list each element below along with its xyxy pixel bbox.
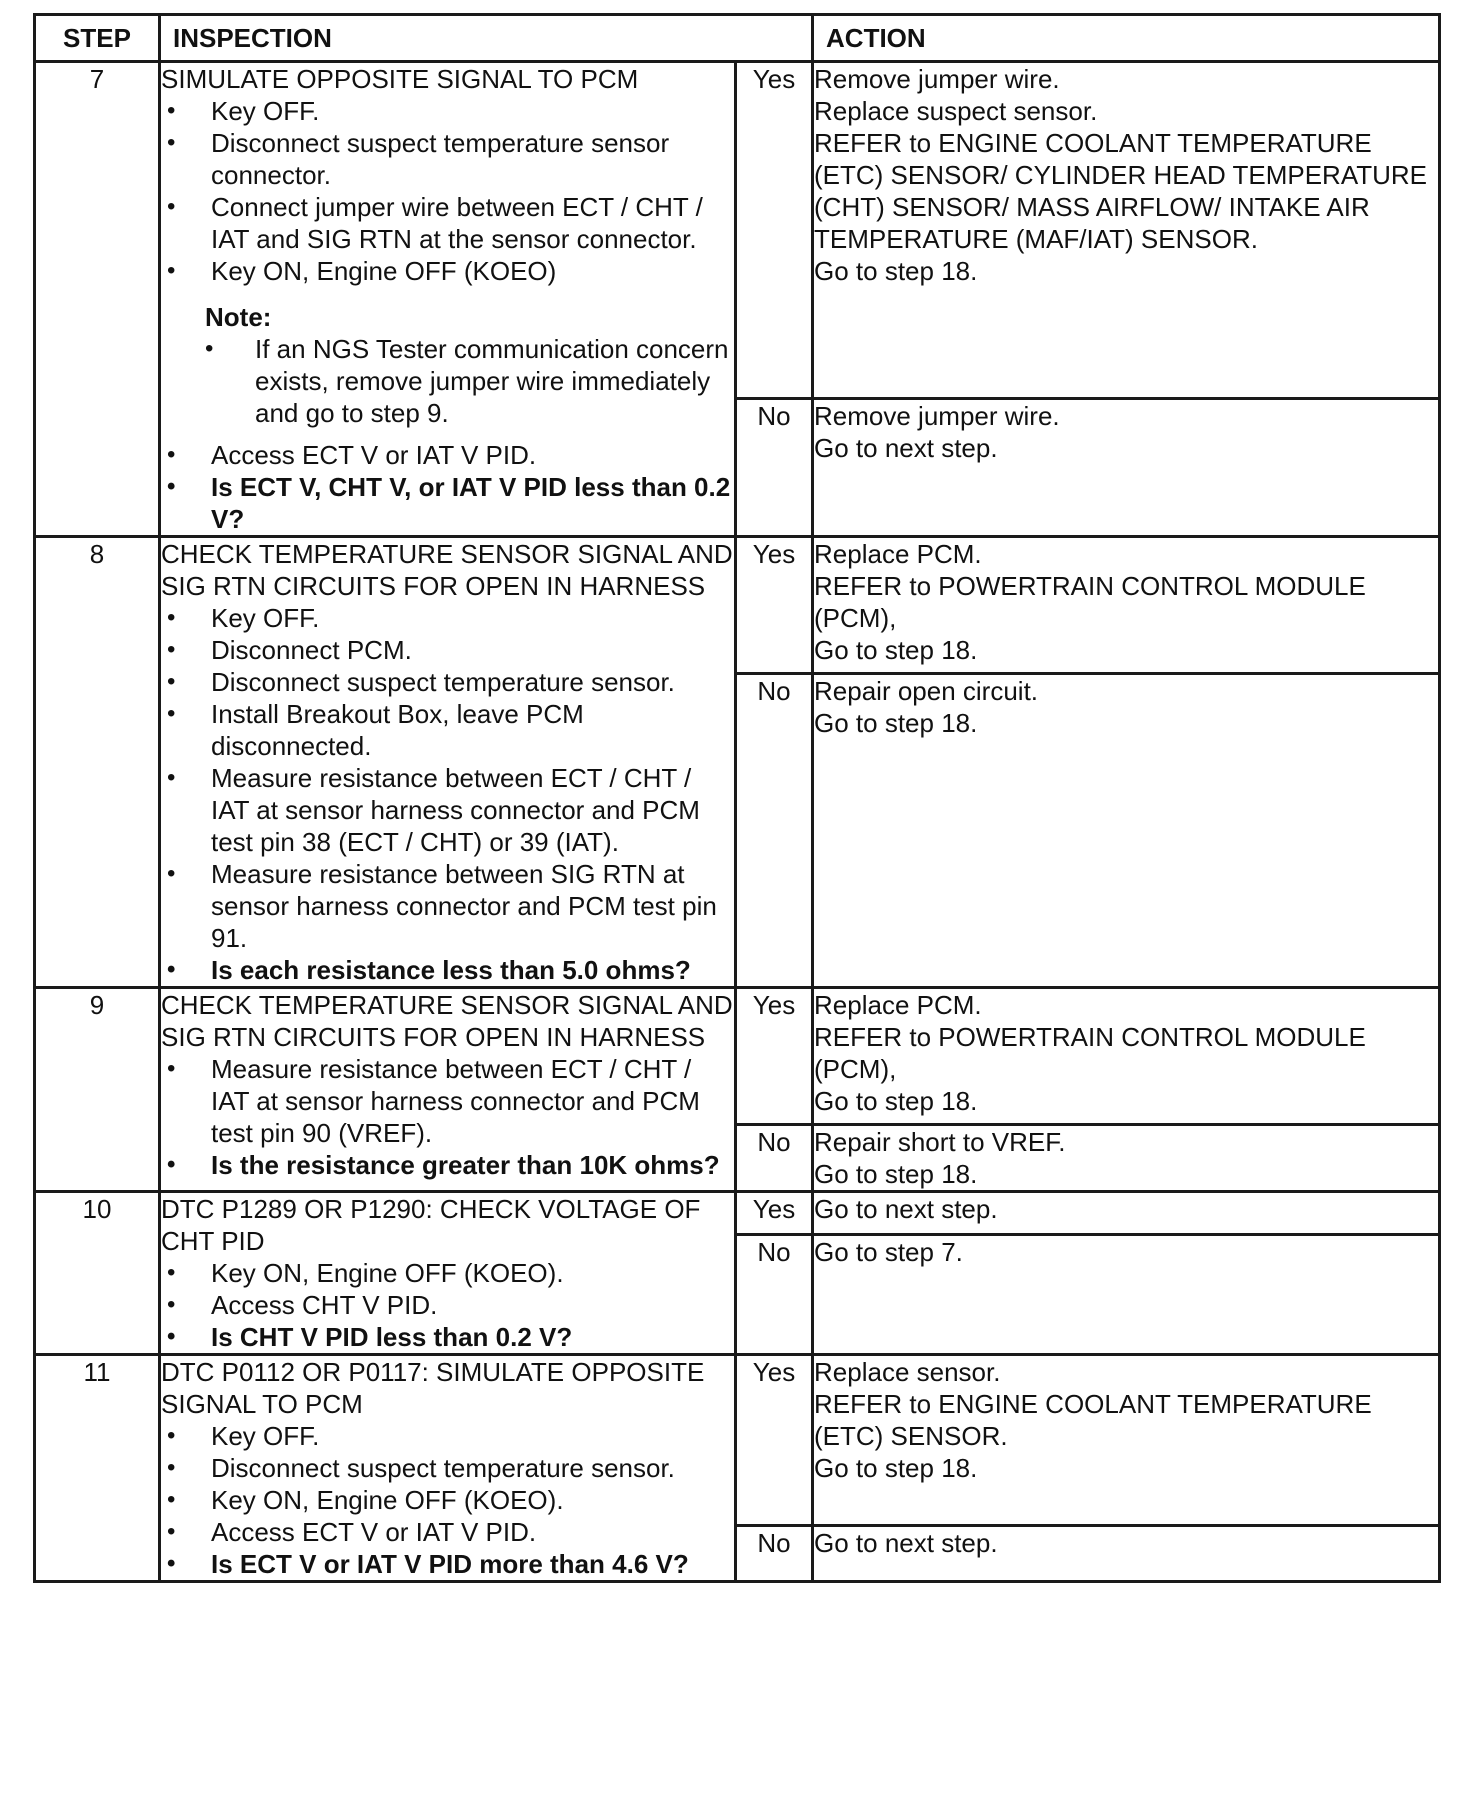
no-action	[813, 399, 1440, 537]
step-7-yes-row	[35, 62, 1440, 399]
action-line: REFER to POWERTRAIN CONTROL MODULE (PCM),	[814, 571, 1366, 633]
note-label: Note:	[205, 302, 272, 332]
yes-action	[813, 1192, 1440, 1235]
action-line: Go to step 18.	[814, 635, 978, 665]
header-inspection: INSPECTION	[160, 15, 813, 62]
yes-label: Yes	[736, 1192, 813, 1235]
step-title: SIMULATE OPPOSITE SIGNAL TO PCM	[161, 64, 639, 94]
action-line: Replace sensor.	[814, 1357, 1001, 1387]
step-title: DTC P0112 OR P0117: SIMULATE OPPOSITE SIGNAL TO PCM	[161, 1357, 705, 1419]
action-line: REFER to ENGINE COOLANT TEMPERATURE (ETC) SENSOR.	[814, 1389, 1372, 1451]
action-line: Repair short to VREF.	[814, 1127, 1066, 1157]
bullet-item: • Access CHT V PID.	[161, 1289, 734, 1321]
action-line: Go to step 18.	[814, 708, 978, 738]
bullet-item: • Connect jumper wire between ECT / CHT / IAT and SIG RTN at the sensor connector.	[161, 191, 734, 255]
bullet-item: • Access ECT V or IAT V PID.	[161, 1516, 734, 1548]
bullet-list	[161, 1420, 734, 1580]
bullet-item: • Measure resistance between SIG RTN at sensor harness connector and PCM test pin 91.	[161, 858, 734, 954]
action-line: Go to step 7.	[814, 1237, 963, 1267]
bullet-item: • Key OFF.	[161, 95, 734, 127]
no-label: No	[736, 674, 813, 988]
bullet-item: • Measure resistance between ECT / CHT / IAT at sensor harness connector and PCM test pin 38 (ECT / CHT) or 39 (IAT).	[161, 762, 734, 858]
no-action	[813, 674, 1440, 988]
yes-action	[813, 1355, 1440, 1526]
action-line: Go to next step.	[814, 433, 998, 463]
note-block	[161, 301, 734, 429]
step-8-yes-row	[35, 537, 1440, 674]
action-line: Replace suspect sensor.	[814, 96, 1098, 126]
step-11-inspection	[160, 1355, 736, 1582]
action-line: Go to step 18.	[814, 256, 978, 286]
question-item: • Is CHT V PID less than 0.2 V?	[161, 1321, 734, 1353]
yes-label: Yes	[736, 62, 813, 399]
bullet-list	[161, 439, 734, 535]
action-line: Repair open circuit.	[814, 676, 1039, 706]
bullet-item: • Install Breakout Box, leave PCM disconnected.	[161, 698, 734, 762]
step-9-inspection	[160, 988, 736, 1192]
step-title: CHECK TEMPERATURE SENSOR SIGNAL AND SIG RTN CIRCUITS FOR OPEN IN HARNESS	[161, 990, 733, 1052]
action-line: Replace PCM.	[814, 539, 982, 569]
no-action	[813, 1235, 1440, 1355]
step-title: DTC P1289 OR P1290: CHECK VOLTAGE OF CHT PID	[161, 1194, 701, 1256]
no-label: No	[736, 1125, 813, 1192]
step-number: 7	[35, 62, 160, 537]
action-line: Go to step 18.	[814, 1453, 978, 1483]
no-label: No	[736, 1526, 813, 1582]
step-number: 9	[35, 988, 160, 1192]
bullet-list	[161, 602, 734, 986]
question-item: • Is ECT V, CHT V, or IAT V PID less than 0.2 V?	[161, 471, 734, 535]
question-item: • Is each resistance less than 5.0 ohms?	[161, 954, 734, 986]
step-7-inspection	[160, 62, 736, 537]
yes-action	[813, 988, 1440, 1125]
action-line: Go to step 18.	[814, 1159, 978, 1189]
question-item: • Is the resistance greater than 10K ohms?	[161, 1149, 734, 1181]
step-number: 10	[35, 1192, 160, 1355]
no-action	[813, 1526, 1440, 1582]
action-line: Replace PCM.	[814, 990, 982, 1020]
step-8-inspection	[160, 537, 736, 988]
bullet-list	[161, 1257, 734, 1353]
bullet-item: • Disconnect suspect temperature sensor.	[161, 666, 734, 698]
bullet-item: • Measure resistance between ECT / CHT / IAT at sensor harness connector and PCM test pin 90 (VREF).	[161, 1053, 734, 1149]
action-line: REFER to POWERTRAIN CONTROL MODULE (PCM),	[814, 1022, 1366, 1084]
no-label: No	[736, 399, 813, 537]
bullet-item: • Key OFF.	[161, 1420, 734, 1452]
yes-label: Yes	[736, 988, 813, 1125]
note-bullet-list	[205, 333, 734, 429]
step-10-yes-row	[35, 1192, 1440, 1235]
yes-action	[813, 537, 1440, 674]
note-bullet-item: • If an NGS Tester communication concern exists, remove jumper wire immediately and go to step 9.	[205, 333, 734, 429]
action-line: Go to next step.	[814, 1194, 998, 1224]
bullet-item: • Disconnect PCM.	[161, 634, 734, 666]
bullet-item: • Key ON, Engine OFF (KOEO).	[161, 1257, 734, 1289]
header-action: ACTION	[813, 15, 1440, 62]
diagnostic-table	[33, 13, 1441, 1583]
action-line: Go to step 18.	[814, 1086, 978, 1116]
bullet-item: • Disconnect suspect temperature sensor connector.	[161, 127, 734, 191]
step-9-yes-row	[35, 988, 1440, 1125]
action-line: Remove jumper wire.	[814, 64, 1060, 94]
bullet-list	[161, 1053, 734, 1181]
header-step: STEP	[35, 15, 160, 62]
action-line: REFER to ENGINE COOLANT TEMPERATURE (ETC) SENSOR/ CYLINDER HEAD TEMPERATURE (CHT) SENSOR/ MASS AIRFLOW/ INTAKE AIR TEMPERATURE (MAF/IAT) SENSOR.	[814, 128, 1428, 254]
step-11-yes-row	[35, 1355, 1440, 1526]
action-line: Remove jumper wire.	[814, 401, 1060, 431]
yes-action	[813, 62, 1440, 399]
step-10-inspection	[160, 1192, 736, 1355]
header-row	[35, 15, 1440, 62]
step-number: 11	[35, 1355, 160, 1582]
bullet-item: • Access ECT V or IAT V PID.	[161, 439, 734, 471]
step-title: CHECK TEMPERATURE SENSOR SIGNAL AND SIG RTN CIRCUITS FOR OPEN IN HARNESS	[161, 539, 733, 601]
bullet-item: • Key OFF.	[161, 602, 734, 634]
step-number: 8	[35, 537, 160, 988]
no-label: No	[736, 1235, 813, 1355]
bullet-item: • Disconnect suspect temperature sensor.	[161, 1452, 734, 1484]
bullet-list	[161, 95, 734, 287]
yes-label: Yes	[736, 537, 813, 674]
action-line: Go to next step.	[814, 1528, 998, 1558]
no-action	[813, 1125, 1440, 1192]
bullet-item: • Key ON, Engine OFF (KOEO)	[161, 255, 734, 287]
bullet-item: • Key ON, Engine OFF (KOEO).	[161, 1484, 734, 1516]
yes-label: Yes	[736, 1355, 813, 1526]
question-item: • Is ECT V or IAT V PID more than 4.6 V?	[161, 1548, 734, 1580]
